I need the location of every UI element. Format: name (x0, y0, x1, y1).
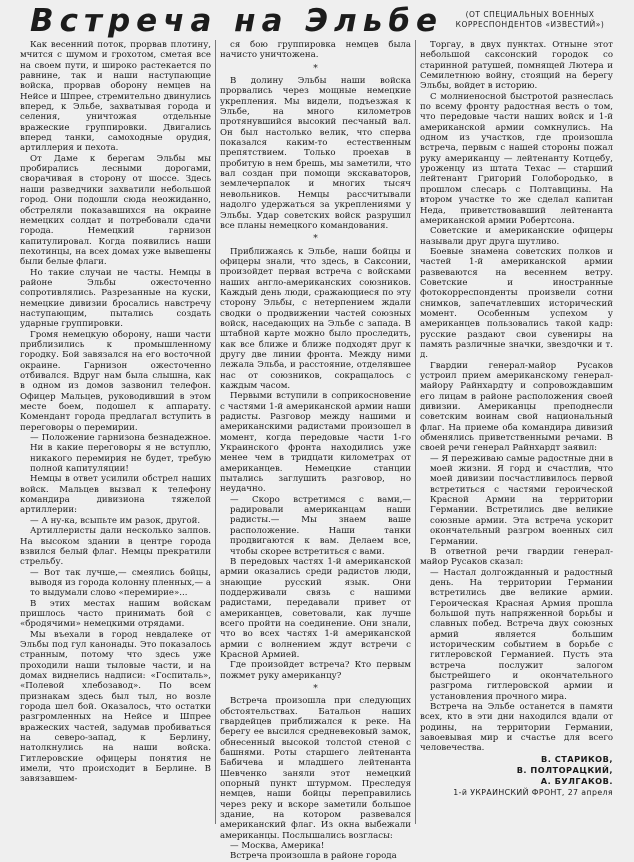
paragraph: — Настал долгожданный и радостный день. На территории Германии встретились две великие армии. Героическая Красная Армия прошла большой путь напряженной борьбы и славных побед. Встреча двух союзных армий является большим историческим событием в борьбе с гитлеровской Германией. Пусть эта встреча послужит залогом быстрейшего и окончательного разгрома гитлеровской армии и установления прочного мира. (430, 567, 613, 702)
paragraph: С молниеносной быстротой разнеслась по всему фронту радостная весть о том, что передовые части наших войск и 1-й американской армии сомкнулись. На одном из участков, где произошла встреча, первым с нашей стороны пожал руку американцу — лейтенанту Котцебу, уроженцу из штата Техас — старший лейтенант Григорий Голобородько, в прошлом слесарь с Полтавщины. На втором участке то же сделал капитан Неда, приветствовавший лейтенанта американской армии Робертсона. (420, 91, 613, 226)
paragraph: Приближаясь к Эльбе, наши бойцы и офицеры знали, что здесь, в Саксонии, произойдет первая встреча с войсками наших англо-американских союзников. Каждый день люди, сражающиеся по эту сторону Эльбы, с нетерпением ждали сводки о продвижении частей союзных войск, наседающих на Эльбе с запада. В штабной карте можно было проследить, как все ближе и ближе подходят друг к другу две линии фронта. Между ними лежала Эльба, и расстояние, отделявшее нас от союзников, сокращалось с каждым часом. (220, 246, 411, 391)
column-divider (415, 40, 416, 824)
paragraph: ся бою группировка немцев была начисто уничтожена. (220, 40, 411, 61)
paragraph: Где произойдет встреча? Кто первым пожмет руку американцу? (220, 660, 411, 681)
dateline: 1-й УКРАИНСКИЙ ФРОНТ, 27 апреля (453, 787, 613, 797)
paragraph: — Положение гарнизона безнадежное. Ни в какие переговоры я не вступлю, никакого перемирия не будет, требую полной капитуляции! (30, 433, 211, 475)
article-column-3 (420, 40, 613, 824)
paragraph: — Вот так лучше,— смеялись бойцы, выводя из города колонну пленных,— а то выдумали слово «перемирие»... (30, 567, 211, 599)
paragraph: В этих местах нашим войскам пришлось часто принимать бой с «бродячими» немецкими отрядами. (20, 598, 211, 630)
section-separator: * (313, 234, 318, 245)
paragraph: В передовых частях 1-й американской армии оказались среди радистов люди, знающие русский язык. Они поддерживали связь с нашими радистами, передавали привет от американцев, советовали, как лучше всего пройти на соединение. Они знали, что во всех частях 1-й американской армии с волнением ждут встречи с Красной Армией. (220, 556, 411, 660)
paragraph: От Даме к берегам Эльбы мы пробирались лесными дорогами, сворачивая в сторону от шоссе. Здесь наши разведчики захватили небольшой город. Они подошли сюда неожиданно, обстреляли показавшихся на окраине немецких солдат и потребовали сдачи города. Немецкий гарнизон капитулировал. Когда появились наши пехотинцы, на всех домах уже вывешены были белые флаги. (20, 153, 211, 268)
paragraph: — А ну-ка, всыпьте им разок, другой. (30, 515, 201, 526)
paragraph: — Москва, Америка! (230, 841, 325, 852)
section-separator: * (313, 683, 318, 694)
paragraph: Встреча произошла в районе города (230, 851, 397, 862)
column-divider (215, 40, 216, 824)
paragraph: Встреча на Эльбе останется в памяти всех, кто в эти дни находился вдали от родины, на территории Германии, завоевывая мир и счастье для всего человечества. (420, 702, 613, 754)
byline-correspondents: (ОТ СПЕЦИАЛЬНЫХ ВОЕННЫХ КОРРЕСПОНДЕНТОВ «ИЗВЕСТИЙ») (455, 10, 605, 29)
paragraph: Советские и американские офицеры называли друг друга шутливо. (420, 226, 613, 247)
paragraph: Как весенний поток, прорвав плотину, мчится с шумом и грохотом, сметая все на своем пути, и широко растекается по равнине, так и наши наступающие войска, прорвав оборону немцев на Нейсе и Шпрее, стремительно двинулись вперед, к Эльбе, захватывая города и селения, уничтожая отдельные вражеские группировки. Двигались вперед танки, самоходные орудия, артиллерия и пехота. (20, 40, 211, 154)
headline: Встреча на Эльбе (30, 3, 444, 39)
paragraph: Торгау, в двух пунктах. Отныне этот небольшой саксонский городок со старинной ратушей, помнящей Лютера и Семилетнюю войну, стоящий на берегу Эльбы, войдет в историю. (420, 40, 613, 92)
article-column-2 (220, 40, 411, 862)
paragraph: Первыми вступили в соприкосновение с частями 1-й американской армии наши радисты. Разговор между нашими и американскими радистами произошел в момент, когда передовые части 1-го Украинского фронта находились уже менее чем в тридцати километрах от американцев. Немецкие станции пытались заглушить разговор, но неудачно. (220, 391, 411, 495)
paragraph: Гвардии генерал-майор Русаков устроил прием американскому генерал-майору Райнхардту и сопровождавшим его лицам в районе расположения своей дивизии. Американцы преподнесли советским воинам свой национальный флаг. На приеме оба командира дивизий обменялись приветственными речами. В своей речи генерал Райнхардт заявил: (420, 360, 613, 454)
paragraph: Громя немецкую оборону, наши части приблизились к промышленному городку. Бой завязался на его восточной окраине. Гарнизон ожесточенно отбивался. Вдруг нам была слышна, как в одном из домов зазвонил телефон. Офицер Мальцев, руководивший в этом месте боем, подошел к аппарату. Комендант города предлагал вступить в переговоры о перемирии. (20, 329, 211, 433)
paragraph: Но такие случаи не часты. Немцы в районе Эльбы ожесточенно сопротивлялись. Разрезанные на куски, немецкие дивизии бросались навстречу наступающим, пытались создать ударные группировки. (20, 267, 211, 330)
paragraph: Артиллеристы дали несколько залпов. На высоком здании в центре города взвился белый флаг. Немцы прекратили стрельбу. (20, 526, 211, 568)
author-signature: В. ПОЛТОРАЦКИЙ, (516, 764, 613, 775)
article-column-1 (20, 40, 211, 824)
paragraph: Мы въехали в город невдалеке от Эльбы под гул канонады. Это показалось странным, потому что здесь уже проходили наши тыловые части, и на домах виднелись надписи: «Госпиталь», «Полевой хлебозавод». По всем признакам здесь был тыл, но возле города шел бой. Оказалось, что остатки разгромленных на Нейсе и Шпрее вражеских частей, задумав пробиваться на северо-запад, к Берлину, натолкнулись на наши войска. Гитлеровские офицеры понятия не имели, что происходит в Берлине. В завязавшем- (20, 629, 211, 785)
paragraph: Боевые знамена советских полков и частей 1-й американской армии развеваются на весеннем ветру. Советские и иностранные фотокорреспонденты произвели сотни снимков, запечатлевших исторический момент. Особенным успехом у американцев пользовались такой кадр: русские раздают свои сувениры на память различные значки, звездочки и т. д. (420, 246, 613, 361)
paragraph: — Я переживаю самые радостные дни в моей жизни. Я горд и счастлив, что моей дивизии посчастливилось первой встретиться с частями героической Красной Армии на территории Германии. Встретились две великие союзные армии. Эта встреча ускорит окончательный разгром военных сил Германии. (430, 453, 613, 547)
paragraph: Немцы в ответ усилили обстрел наших войск. Мальцев вызвал к телефону командира дивизиона тяжелой артиллерии: (20, 474, 211, 516)
author-signature: В. СТАРИКОВ, (541, 753, 613, 764)
paragraph: В долину Эльбы наши войска прорвались через мощные немецкие укрепления. Мы видели, подъезжая к Эльбе, на много километров протянувшийся высокий песчаный вал. Он был настолько велик, что сперва показался каким-то естественным препятствием. Только проехав в пробитую в нем брешь, мы заметили, что вал создан при помощи экскаваторов, землечерпалок и многих тысяч невольников. Немцы рассчитывали надолго удержаться за укреплениями у Эльбы. Удар советских войск разрушил все планы немецкого командования. (220, 76, 411, 231)
section-separator: * (313, 63, 318, 74)
paragraph: — Скоро встретимся с вами,— радировали американцам наши радисты.— Мы знаем ваше расположение. Наши танки продвигаются к вам. Делаем все, чтобы скорее встретиться с вами. (230, 494, 411, 557)
author-signature: А. БУЛГАКОВ. (540, 775, 613, 786)
paragraph: В ответной речи гвардии генерал-майор Русаков сказал: (420, 546, 613, 568)
paragraph: Встреча произошла при следующих обстоятельствах. Батальон наших гвардейцев приближался к реке. На берегу ее высился средневековый замок, обнесенный высокой толстой стеной с башнями. Роты старшего лейтенанта Бабичева и младшего лейтенанта Шевченко заняли этот немецкий опорный пункт штурмом. Преследуя немцев, наши бойцы переправились через реку и вскоре заметили большое здание, на котором развевался американский флаг. Из окна выбежали американцы. Послышались возгласы: (220, 696, 411, 841)
